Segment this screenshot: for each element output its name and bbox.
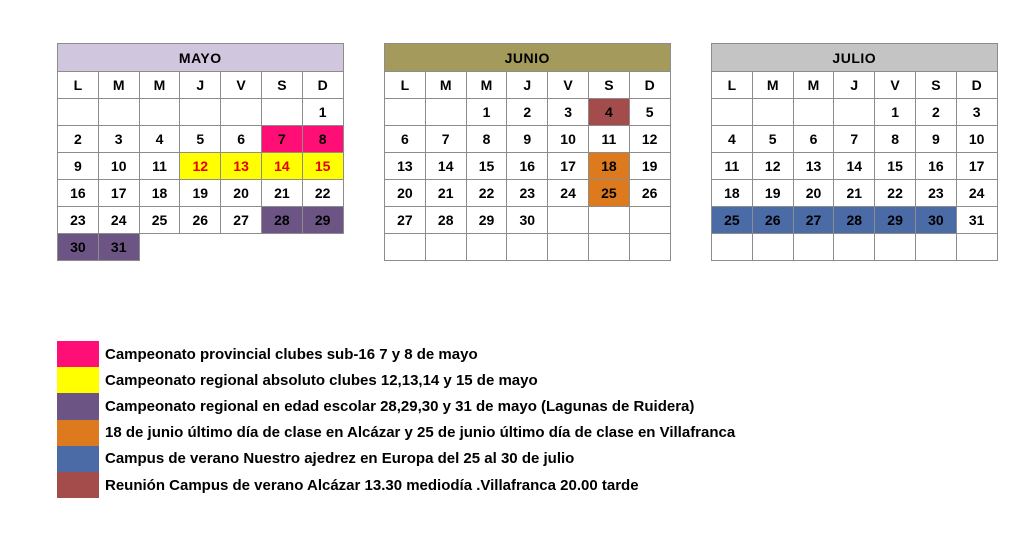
empty-cell [507, 234, 548, 261]
day-cell-8: 8 [875, 126, 916, 153]
day-cell-25: 25 [712, 207, 753, 234]
empty-cell [793, 99, 834, 126]
empty-cell [752, 99, 793, 126]
weekday-header: J [834, 72, 875, 99]
week-row [58, 234, 344, 261]
day-cell-1: 1 [302, 99, 343, 126]
weekday-header: M [139, 72, 180, 99]
day-cell-21: 21 [425, 180, 466, 207]
empty-cell [793, 234, 834, 261]
legend-text: Campus de verano Nuestro ajedrez en Europa del 25 al 30 de julio [105, 450, 575, 468]
weekday-header: L [58, 72, 99, 99]
day-cell-9: 9 [507, 126, 548, 153]
day-cell-25: 25 [588, 180, 629, 207]
day-cell-11: 11 [588, 126, 629, 153]
empty-cell [180, 99, 221, 126]
day-cell-5: 5 [629, 99, 670, 126]
empty-cell [58, 99, 99, 126]
day-cell-22: 22 [466, 180, 507, 207]
empty-cell [466, 234, 507, 261]
weekday-header: M [425, 72, 466, 99]
day-cell-26: 26 [629, 180, 670, 207]
day-cell-29: 29 [875, 207, 916, 234]
weekday-header: D [956, 72, 997, 99]
weekday-header: J [180, 72, 221, 99]
empty-cell [261, 234, 302, 261]
empty-cell [425, 234, 466, 261]
day-cell-16: 16 [915, 153, 956, 180]
day-cell-1: 1 [466, 99, 507, 126]
day-cell-19: 19 [752, 180, 793, 207]
day-cell-18: 18 [712, 180, 753, 207]
weekday-header: M [793, 72, 834, 99]
day-cell-14: 14 [261, 153, 302, 180]
day-cell-29: 29 [302, 207, 343, 234]
day-cell-10: 10 [548, 126, 589, 153]
day-cell-14: 14 [834, 153, 875, 180]
week-row [58, 126, 344, 153]
legend-swatch [57, 367, 99, 393]
day-cell-27: 27 [793, 207, 834, 234]
day-cell-11: 11 [139, 153, 180, 180]
weekday-header: V [875, 72, 916, 99]
week-row [712, 207, 998, 234]
day-cell-2: 2 [58, 126, 99, 153]
day-cell-26: 26 [752, 207, 793, 234]
day-cell-23: 23 [915, 180, 956, 207]
week-row [712, 126, 998, 153]
day-cell-20: 20 [385, 180, 426, 207]
empty-cell [712, 234, 753, 261]
empty-cell [425, 99, 466, 126]
empty-cell [548, 207, 589, 234]
day-cell-10: 10 [98, 153, 139, 180]
legend-swatch [57, 420, 99, 446]
day-cell-7: 7 [261, 126, 302, 153]
day-cell-4: 4 [139, 126, 180, 153]
empty-cell [915, 234, 956, 261]
weekday-header: J [507, 72, 548, 99]
day-cell-31: 31 [98, 234, 139, 261]
day-cell-2: 2 [507, 99, 548, 126]
day-cell-29: 29 [466, 207, 507, 234]
day-cell-18: 18 [588, 153, 629, 180]
day-cell-23: 23 [58, 207, 99, 234]
weekday-header: M [466, 72, 507, 99]
day-cell-11: 11 [712, 153, 753, 180]
day-cell-4: 4 [588, 99, 629, 126]
day-cell-28: 28 [425, 207, 466, 234]
day-cell-30: 30 [507, 207, 548, 234]
month-title: JUNIO [385, 44, 671, 72]
day-cell-15: 15 [302, 153, 343, 180]
day-cell-15: 15 [875, 153, 916, 180]
day-cell-17: 17 [548, 153, 589, 180]
week-row [385, 234, 671, 261]
calendar-june [384, 43, 671, 261]
day-cell-18: 18 [139, 180, 180, 207]
legend-swatch [57, 472, 99, 498]
day-cell-23: 23 [507, 180, 548, 207]
day-cell-13: 13 [793, 153, 834, 180]
empty-cell [956, 234, 997, 261]
day-cell-20: 20 [221, 180, 262, 207]
weekday-header: M [98, 72, 139, 99]
day-cell-9: 9 [58, 153, 99, 180]
weekday-header: S [915, 72, 956, 99]
empty-cell [221, 234, 262, 261]
day-cell-24: 24 [956, 180, 997, 207]
empty-cell [180, 234, 221, 261]
empty-cell [875, 234, 916, 261]
week-row [58, 180, 344, 207]
empty-cell [834, 234, 875, 261]
legend-text: Campeonato regional en edad escolar 28,29,30 y 31 de mayo (Lagunas de Ruidera) [105, 397, 695, 415]
day-cell-26: 26 [180, 207, 221, 234]
month-title: JULIO [712, 44, 998, 72]
week-row [58, 99, 344, 126]
day-cell-28: 28 [261, 207, 302, 234]
day-cell-9: 9 [915, 126, 956, 153]
day-cell-12: 12 [752, 153, 793, 180]
day-cell-31: 31 [956, 207, 997, 234]
day-cell-4: 4 [712, 126, 753, 153]
day-cell-12: 12 [629, 126, 670, 153]
day-cell-3: 3 [98, 126, 139, 153]
legend-item [57, 472, 735, 498]
legend-text: 18 de junio último día de clase en Alcázar y 25 de junio último día de clase en Villafranca [105, 424, 736, 442]
day-cell-1: 1 [875, 99, 916, 126]
legend-item [57, 446, 735, 472]
empty-cell [221, 99, 262, 126]
day-cell-3: 3 [548, 99, 589, 126]
day-cell-7: 7 [425, 126, 466, 153]
day-cell-24: 24 [98, 207, 139, 234]
day-cell-24: 24 [548, 180, 589, 207]
day-cell-13: 13 [221, 153, 262, 180]
legend-item [57, 367, 735, 393]
week-row [712, 99, 998, 126]
weekday-header: L [712, 72, 753, 99]
week-row [712, 180, 998, 207]
day-cell-15: 15 [466, 153, 507, 180]
empty-cell [385, 234, 426, 261]
week-row [712, 234, 998, 261]
empty-cell [385, 99, 426, 126]
day-cell-10: 10 [956, 126, 997, 153]
empty-cell [548, 234, 589, 261]
day-cell-19: 19 [629, 153, 670, 180]
day-cell-25: 25 [139, 207, 180, 234]
weekday-header: L [385, 72, 426, 99]
calendar-may [57, 43, 344, 261]
day-cell-2: 2 [915, 99, 956, 126]
day-cell-6: 6 [221, 126, 262, 153]
weekday-header: D [629, 72, 670, 99]
week-row [385, 99, 671, 126]
week-row [58, 153, 344, 180]
week-row [385, 153, 671, 180]
legend-item [57, 393, 735, 419]
day-cell-19: 19 [180, 180, 221, 207]
legend [57, 341, 735, 498]
legend-text: Reunión Campus de verano Alcázar 13.30 mediodía .Villafranca 20.00 tarde [105, 476, 639, 494]
week-row [385, 180, 671, 207]
legend-text: Campeonato regional absoluto clubes 12,13,14 y 15 de mayo [105, 371, 538, 389]
legend-item [57, 420, 735, 446]
day-cell-21: 21 [834, 180, 875, 207]
weekday-header: S [261, 72, 302, 99]
day-cell-22: 22 [302, 180, 343, 207]
day-cell-22: 22 [875, 180, 916, 207]
day-cell-6: 6 [385, 126, 426, 153]
day-cell-16: 16 [58, 180, 99, 207]
empty-cell [588, 234, 629, 261]
day-cell-3: 3 [956, 99, 997, 126]
empty-cell [302, 234, 343, 261]
day-cell-17: 17 [98, 180, 139, 207]
empty-cell [139, 234, 180, 261]
day-cell-12: 12 [180, 153, 221, 180]
day-cell-27: 27 [385, 207, 426, 234]
month-title: MAYO [58, 44, 344, 72]
empty-cell [261, 99, 302, 126]
empty-cell [752, 234, 793, 261]
day-cell-27: 27 [221, 207, 262, 234]
day-cell-13: 13 [385, 153, 426, 180]
day-cell-21: 21 [261, 180, 302, 207]
calendar-july [711, 43, 998, 261]
empty-cell [712, 99, 753, 126]
day-cell-8: 8 [302, 126, 343, 153]
day-cell-28: 28 [834, 207, 875, 234]
day-cell-20: 20 [793, 180, 834, 207]
day-cell-8: 8 [466, 126, 507, 153]
legend-swatch [57, 341, 99, 367]
week-row [58, 207, 344, 234]
legend-swatch [57, 446, 99, 472]
empty-cell [98, 99, 139, 126]
day-cell-14: 14 [425, 153, 466, 180]
day-cell-30: 30 [915, 207, 956, 234]
empty-cell [834, 99, 875, 126]
legend-item [57, 341, 735, 367]
day-cell-17: 17 [956, 153, 997, 180]
empty-cell [139, 99, 180, 126]
week-row [385, 126, 671, 153]
day-cell-6: 6 [793, 126, 834, 153]
weekday-header: D [302, 72, 343, 99]
legend-swatch [57, 393, 99, 419]
day-cell-7: 7 [834, 126, 875, 153]
empty-cell [629, 234, 670, 261]
day-cell-5: 5 [180, 126, 221, 153]
weekday-header: S [588, 72, 629, 99]
empty-cell [588, 207, 629, 234]
day-cell-16: 16 [507, 153, 548, 180]
week-row [712, 153, 998, 180]
empty-cell [629, 207, 670, 234]
day-cell-5: 5 [752, 126, 793, 153]
legend-text: Campeonato provincial clubes sub-16 7 y 8 de mayo [105, 345, 478, 363]
weekday-header: V [548, 72, 589, 99]
weekday-header: V [221, 72, 262, 99]
week-row [385, 207, 671, 234]
weekday-header: M [752, 72, 793, 99]
day-cell-30: 30 [58, 234, 99, 261]
